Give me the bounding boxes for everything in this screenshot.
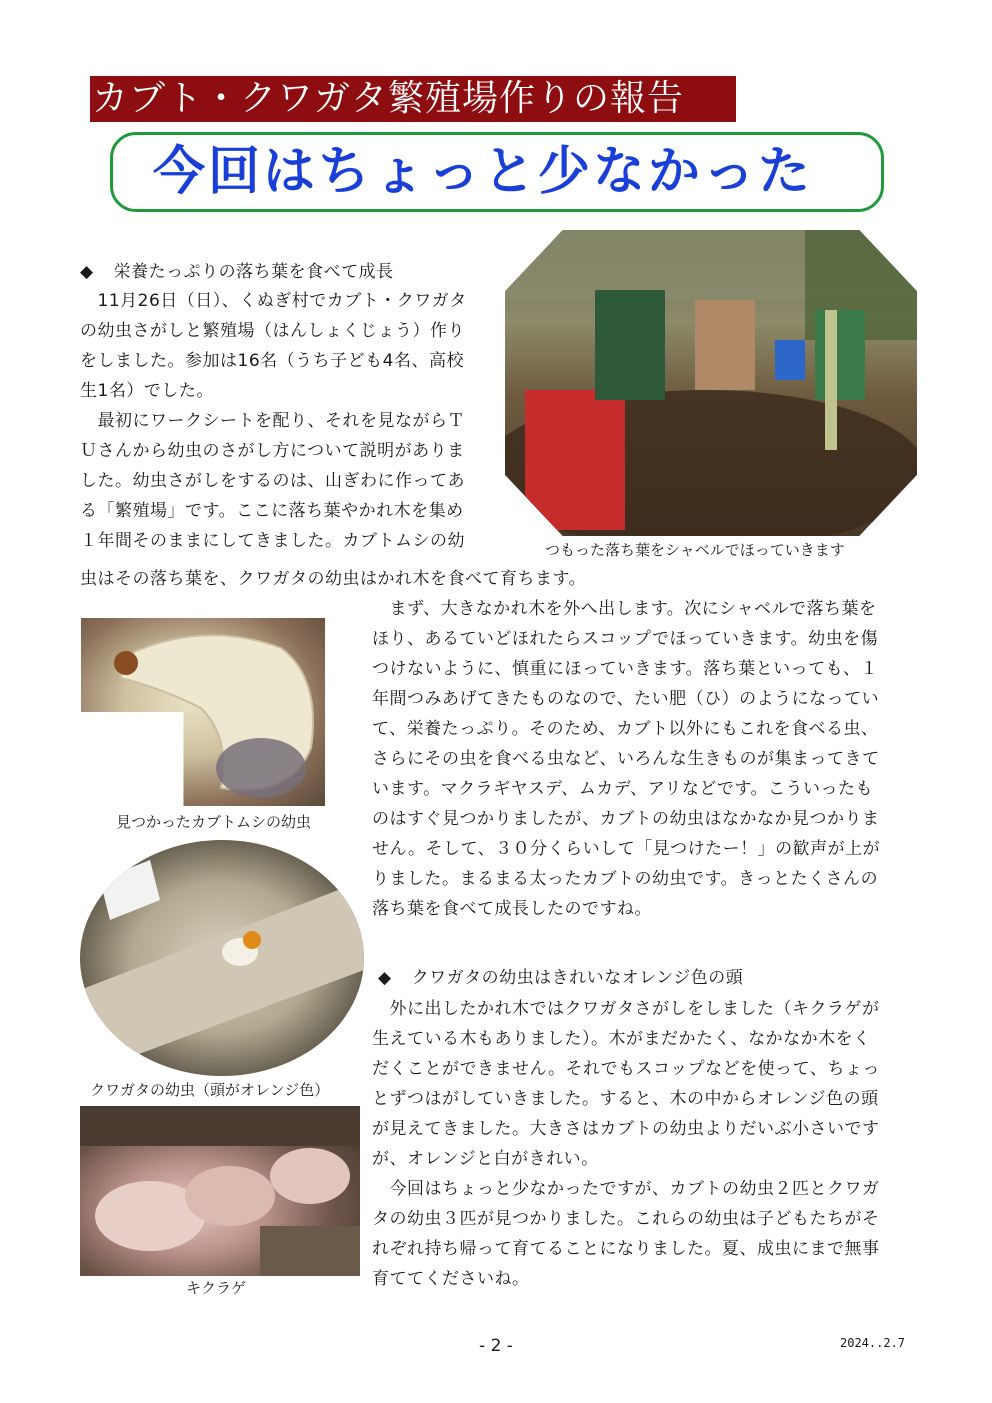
section1-body [80,286,500,556]
body-line: て、栄養たっぷり。そのため、カブト以外にもこれを食べる虫、 [372,719,879,739]
body-line: 今回はちょっと少なかったですが、カブトの幼虫２匹とクワガ [372,1179,880,1199]
body-line: のはすぐ見つかりましたが、カブトの幼虫はなかなか見つかりま [372,809,880,829]
body-line: をしました。参加は16名（うち子ども4名、高校 [80,351,464,371]
diamond-bullet-icon: ◆ [378,968,392,988]
body-line: だくことができません。それでもスコップなどを使って、ちょっ [372,1059,880,1079]
caption-kikurage: キクラゲ [186,1279,247,1297]
photo-digging-leaves [505,230,917,536]
caption-digging: つもった落ち葉をシャベルでほっていきます [545,541,845,559]
headline-box [110,132,884,212]
body-line: まず、大きなかれ木を外へ出します。次にシャベルで落ち葉を [372,599,877,619]
section-heading-nutrition [80,258,394,286]
caption-beetle-larva: 見つかったカブトムシの幼虫 [116,813,312,831]
body-line: ほり、あるていどほれたらスコップでほっていきます。幼虫を傷 [372,629,879,649]
body-line: れぞれ持ち帰って育てることになりました。夏、成虫にまで無事 [372,1239,880,1259]
section2-body [372,594,917,924]
section3-body [372,994,917,1294]
body-line: 最初にワークシートを配り、それを見ながらＴ [80,411,465,431]
body-line: つけないように、慎重にほっていきます。落ち葉といっても、１ [372,659,879,679]
caption-stag-beetle-larva: クワガタの幼虫（頭がオレンジ色） [90,1081,330,1099]
section-heading-text: クワガタの幼虫はきれいなオレンジ色の頭 [411,968,744,988]
body-line: せん。そして、３０分くらいして「見つけたー！」の歓声が上が [372,839,881,859]
body-line: 落ち葉を食べて成長したのですね。 [372,899,652,919]
date-stamp: 2024..2.7 [840,1336,906,1350]
body-line: Ｕさんから幼虫のさがし方について説明がありま [80,441,465,461]
body-line: タの幼虫３匹が見つかりました。これらの幼虫は子どもたちがそ [372,1209,880,1229]
body-line: 生えている木もありました）。木がまだかたく、なかなか木をく [372,1029,871,1049]
report-title-banner: カブト・クワガタ繁殖場作りの報告 [90,76,736,122]
photo-stag-beetle-larva [80,840,364,1076]
photo-kikurage [80,1106,360,1276]
page-number: - 2 - [479,1336,513,1356]
body-line: １年間そのままにしてきました。カブトムシの幼 [80,531,465,551]
body-line: る「繁殖場」です。ここに落ち葉やかれ木を集め [80,501,464,521]
body-line: が見えてきました。大きさはカブトの幼虫よりだいぶ小さいです [372,1119,880,1139]
headline-text: 今回はちょっと少なかった [153,142,814,202]
body-line: 11月26日（日）、くぬぎ村でカブト・クワガタ [80,291,467,311]
section-heading-stag-beetle [378,964,743,992]
body-line: 年間つみあげてきたものなので、たい肥（ひ）のようになってい [372,689,880,709]
body-line: りました。まるまる太ったカブトの幼虫です。きっとたくさんの [372,869,879,889]
diamond-bullet-icon: ◆ [80,262,94,282]
body-line: さらにその虫を食べる虫など、いろんな生きものが集まってきて [372,749,880,769]
section-heading-text: 栄養たっぷりの落ち葉を食べて成長 [113,262,394,282]
body-line: の幼虫さがしと繁殖場（はんしょくじょう）作り [80,321,465,341]
body-line: とずつはがしていきました。すると、木の中からオレンジ色の頭 [372,1089,879,1109]
body-line: が、オレンジと白がきれい。 [372,1149,599,1169]
body-line: います。マクラギヤスデ、ムカデ、アリなどです。こういったも [372,779,874,799]
body-line-full-width: 虫はその落ち葉を、クワガタの幼虫はかれ木を食べて育ちます。 [80,569,587,589]
photo-beetle-larva [81,618,325,806]
body-line: 育ててくださいね。 [372,1269,530,1289]
body-line: 生1名）でした。 [80,381,214,401]
body-line: した。幼虫さがしをするのは、山ぎわに作ってあ [80,471,465,491]
body-line: 外に出したかれ木ではクワガタさがしをしました（キクラゲが [372,999,880,1019]
